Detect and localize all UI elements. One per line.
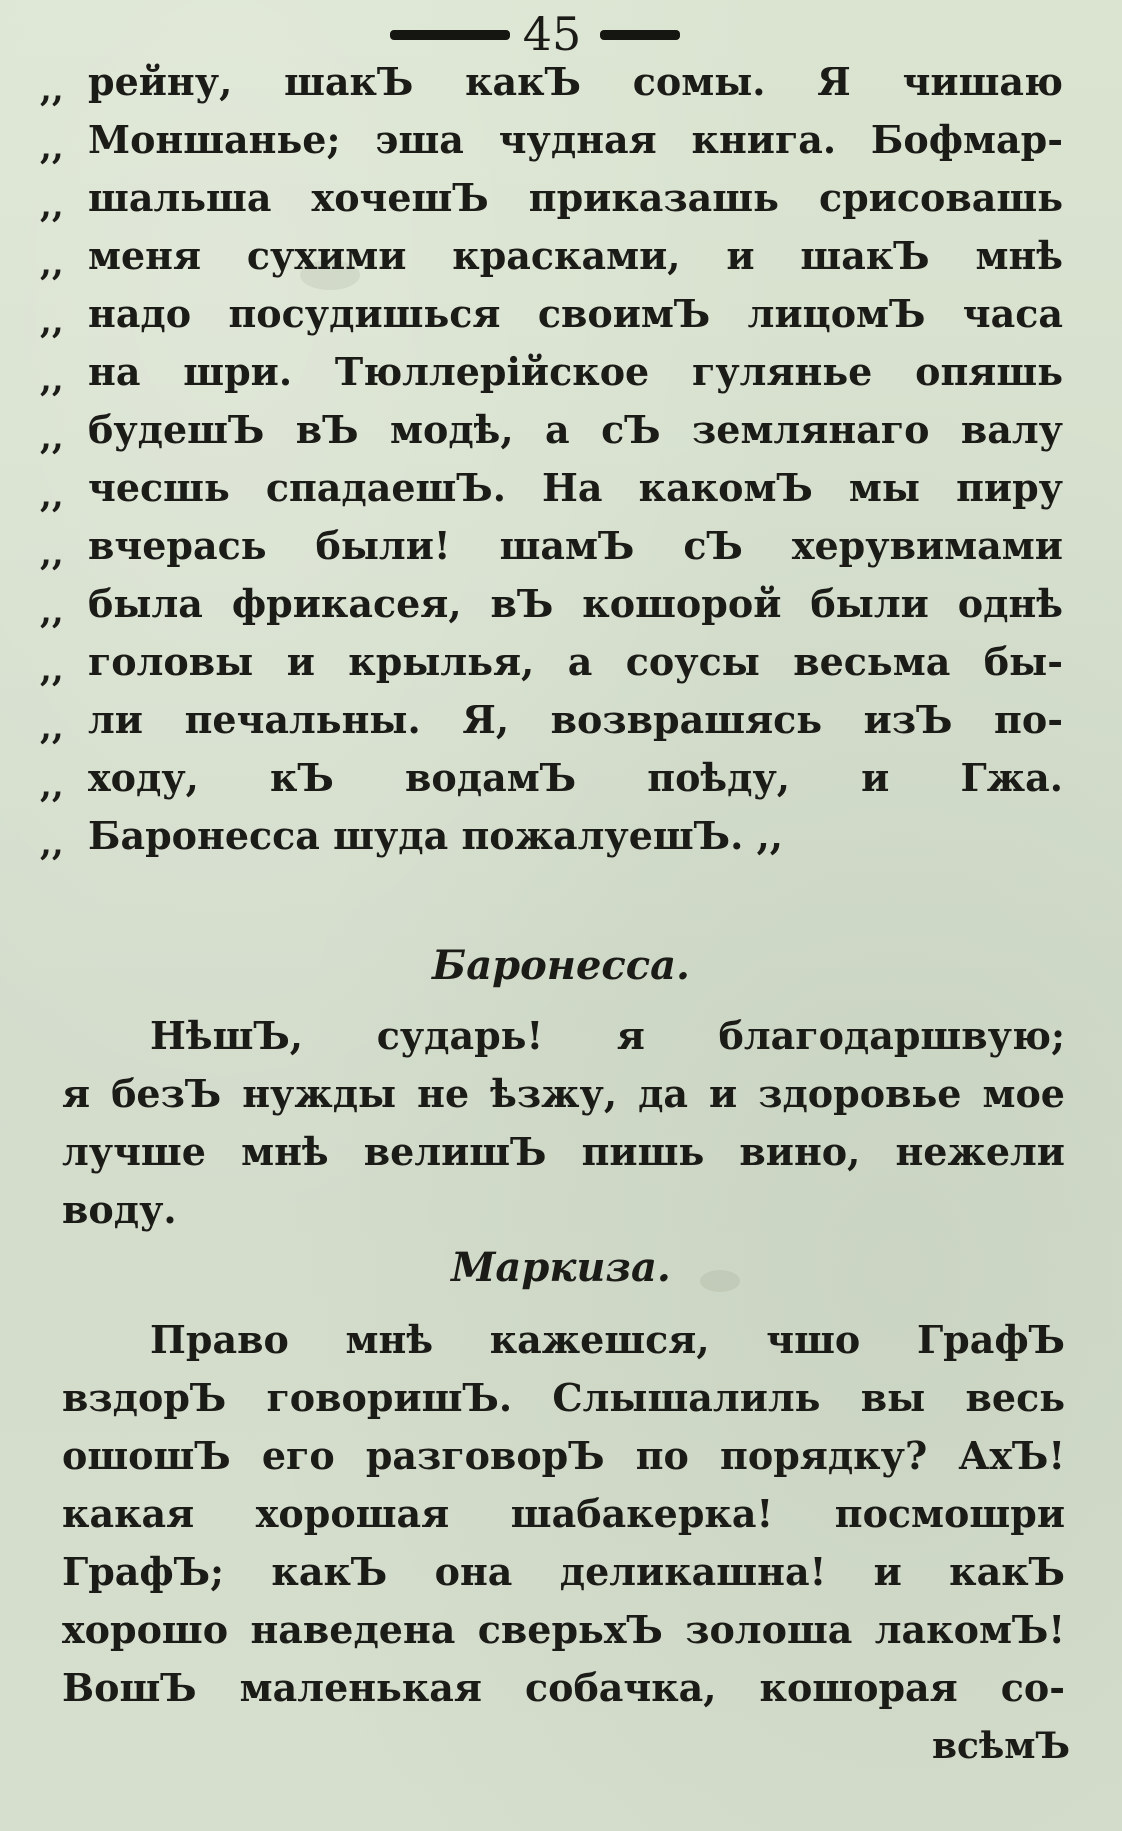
quoted-line-text: ходу, кЪ водамЪ поѣду, и Гжа. [88, 755, 1063, 800]
quoted-line-text: рейну, шакЪ какЪ сомы. Я чишаю [88, 59, 1063, 104]
quoted-line [0, 284, 1122, 344]
quote-mark: ,, [40, 244, 64, 284]
quoted-line-text: ли печальны. Я, возврашясь изЪ по- [88, 697, 1063, 742]
quoted-line-text: была фрикасея, вЪ кошорой были однѣ [88, 581, 1063, 626]
quote-mark: ,, [40, 128, 64, 168]
speech-line: ошошЪ его разговорЪ по порядку? АхЪ! [62, 1433, 1065, 1478]
quoted-line [0, 748, 1122, 808]
quote-mark: ,, [40, 708, 64, 748]
quote-mark: ,, [40, 650, 64, 690]
speech-line: я безЪ нужды не ѣзжу, да и здоровье мое [62, 1071, 1065, 1116]
quote-mark: ,, [40, 592, 64, 632]
quoted-line-text: меня сухими красками, и шакЪ мнѣ [88, 233, 1063, 278]
quoted-line-text: шальша хочешЪ приказашь срисовашь [88, 175, 1063, 220]
catchword: всѣмЪ [932, 1725, 1070, 1767]
quoted-line-text: головы и крылья, а соусы весьма бы- [88, 639, 1063, 684]
quoted-line-text: чесшь спадаешЪ. На какомЪ мы пиру [88, 465, 1063, 510]
quoted-line-text: будешЪ вЪ модѣ, а сЪ землянаго валу [88, 407, 1063, 452]
quoted-line-text: надо посудишься своимЪ лицомЪ часа [88, 291, 1063, 336]
quoted-line-text: вчерась были! шамЪ сЪ херувимами [88, 523, 1063, 568]
quote-mark: ,, [40, 70, 64, 110]
quoted-line [0, 52, 1122, 112]
quoted-line-text: Моншанье; эша чудная книга. Бофмар- [88, 117, 1063, 162]
speaker-heading-baroness: Баронесса. [432, 942, 690, 989]
quoted-line [0, 806, 1122, 866]
quoted-line [0, 574, 1122, 634]
speech-line: лучше мнѣ велишЪ пишь вино, нежели [62, 1129, 1065, 1174]
quote-mark: ,, [40, 534, 64, 574]
quote-mark: ,, [40, 360, 64, 400]
speech-line: Право мнѣ кажешся, чшо ГрафЪ [150, 1317, 1065, 1362]
quoted-line [0, 168, 1122, 228]
page-number: 45 [522, 7, 582, 61]
speaker-heading-marquise: Маркиза. [451, 1244, 671, 1291]
speech-line: ГрафЪ; какЪ она деликашна! и какЪ [62, 1549, 1065, 1594]
quoted-line-text: на шри. Тюллерійское гулянье опяшь [88, 349, 1063, 394]
quote-mark: ,, [40, 824, 64, 864]
speech-line: НѣшЪ, сударь! я благодаршвую; [150, 1013, 1065, 1058]
quoted-line-text: Баронесса шуда пожалуешЪ. ,, [88, 813, 784, 858]
speech-line: воду. [62, 1187, 177, 1232]
quoted-line [0, 400, 1122, 460]
quote-mark: ,, [40, 418, 64, 458]
speech-line: ВошЪ маленькая собачка, кошорая со- [62, 1665, 1065, 1710]
quoted-line [0, 110, 1122, 170]
quote-mark: ,, [40, 302, 64, 342]
quoted-line [0, 342, 1122, 402]
speech-line: хорошо наведена сверьхЪ золоша лакомЪ! [62, 1607, 1065, 1652]
quoted-line [0, 516, 1122, 576]
quoted-line [0, 690, 1122, 750]
speech-line: вздорЪ говоришЪ. Слышалиль вы весь [62, 1375, 1065, 1420]
speech-line: какая хорошая шабакерка! посмошри [62, 1491, 1065, 1536]
quoted-line [0, 458, 1122, 518]
header-rule-left [390, 30, 510, 40]
quote-mark: ,, [40, 766, 64, 806]
quote-mark: ,, [40, 186, 64, 226]
quote-mark: ,, [40, 476, 64, 516]
header-rule-right [600, 30, 680, 40]
quoted-line [0, 226, 1122, 286]
quoted-line [0, 632, 1122, 692]
